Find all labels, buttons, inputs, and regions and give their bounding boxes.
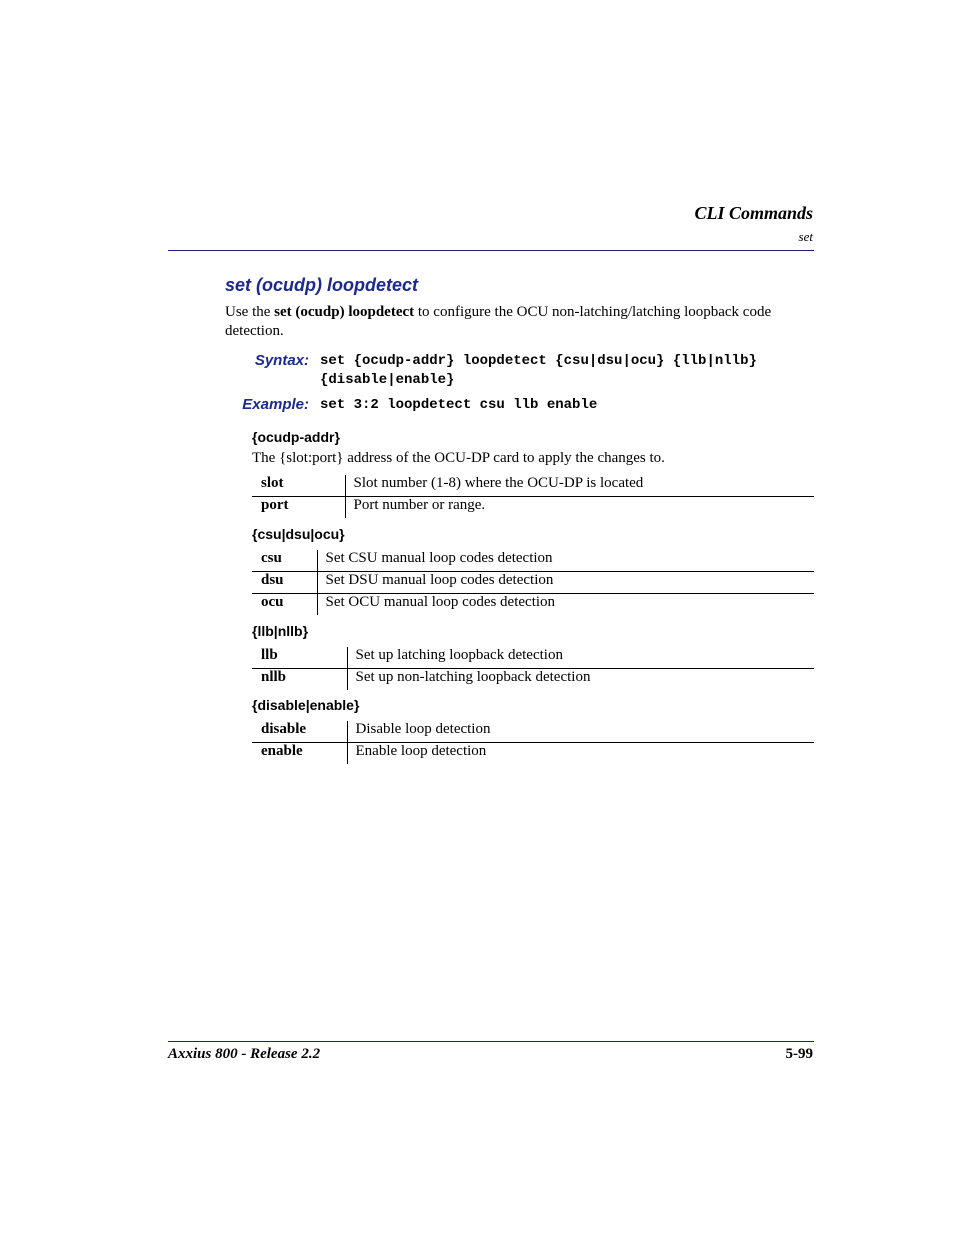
option-value: Enable loop detection [347,743,814,765]
syntax-line-1: set {ocudp-addr} loopdetect {csu|dsu|ocu} {llb|nllb} [320,353,757,369]
param-description-ocudp-addr: The {slot:port} address of the OCU-DP card to apply the changes to. [252,450,665,466]
footer-rule [168,1041,814,1042]
option-key: csu [252,550,317,572]
option-key: dsu [252,572,317,594]
example-code: set 3:2 loopdetect csu llb enable [320,397,598,413]
param-heading-ocudp-addr: {ocudp-addr} [252,429,340,445]
option-value: Set up latching loopback detection [355,647,563,663]
footer-page-number: 5-99 [785,1046,813,1062]
table-row [252,475,814,497]
option-value: Slot number (1-8) where the OCU-DP is located [353,475,644,491]
option-value: Set up non-latching loopback detection [347,669,814,691]
option-value: Port number or range. [345,497,814,519]
option-key: slot [252,475,345,497]
intro-suffix: to configure the OCU non-latching/latching loopback code detection. [225,304,772,339]
options-table-disable-enable [252,721,814,764]
option-key: disable [252,721,347,743]
option-key: ocu [252,594,317,616]
table-row [252,550,814,572]
table-row [252,721,814,743]
intro-prefix: Use the [225,304,275,320]
example-label: Example: [242,396,309,413]
option-value: Set DSU manual loop codes detection [317,572,814,594]
table-row [252,594,814,616]
options-table-llb-nllb [252,647,814,690]
table-row [252,669,814,691]
intro-command: set (ocudp) loopdetect [274,304,415,320]
option-value: Set OCU manual loop codes detection [317,594,814,616]
param-heading-llb-nllb: {llb|nllb} [252,623,309,639]
table-row [252,497,814,519]
option-key: port [252,497,345,519]
intro-paragraph [225,303,815,341]
header-rule [168,250,814,251]
option-value: Disable loop detection [355,721,491,737]
param-heading-disable-enable: {disable|enable} [252,697,360,713]
table-row [252,572,814,594]
table-row [252,647,814,669]
table-row [252,743,814,765]
options-table-csu-dsu-ocu [252,550,814,615]
footer-product: Axxius 800 - Release 2.2 [168,1046,321,1062]
param-heading-csu-dsu-ocu: {csu|dsu|ocu} [252,526,345,542]
option-key: llb [252,647,347,669]
options-table-ocudp-addr [252,475,814,518]
syntax-line-2: {disable|enable} [320,372,455,388]
running-header-title: CLI Commands [694,203,813,223]
section-title: set (ocudp) loopdetect [225,275,418,295]
syntax-label: Syntax: [254,352,309,369]
option-value: Set CSU manual loop codes detection [325,550,553,566]
option-key: enable [252,743,347,765]
option-key: nllb [252,669,347,691]
running-header-subtitle: set [798,229,813,244]
